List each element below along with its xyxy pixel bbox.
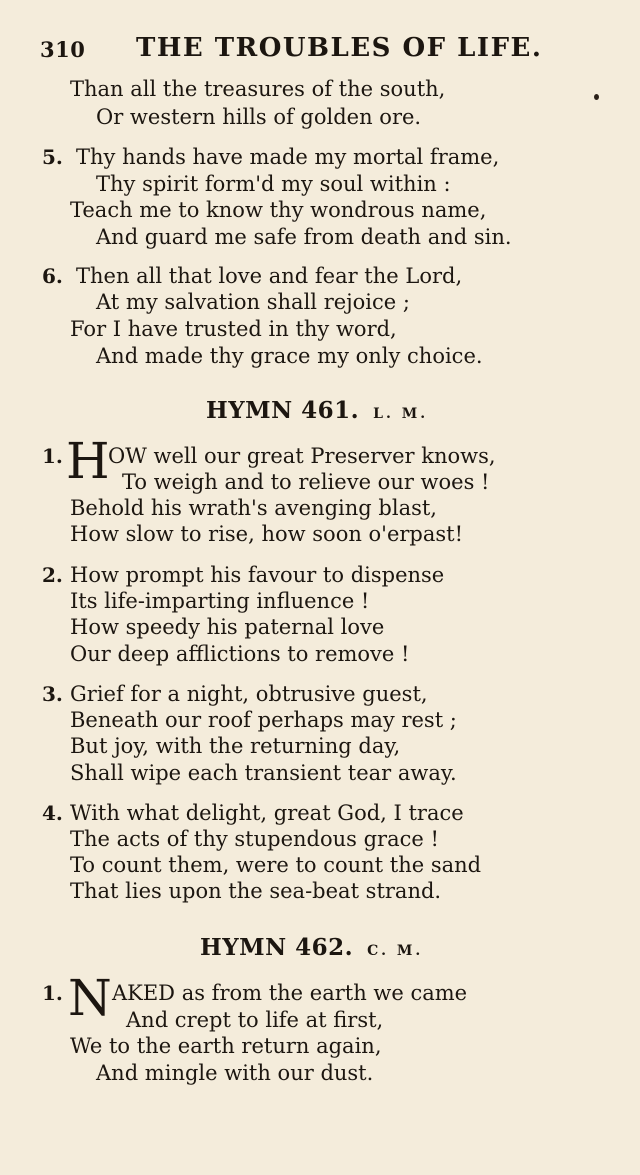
verse-line: That lies upon the sea-beat strand. xyxy=(70,879,442,903)
hymn-461-title xyxy=(206,397,428,424)
verse-line: How speedy his paternal love xyxy=(70,615,385,639)
verse-line: We to the earth return again, xyxy=(70,1034,382,1058)
verse-line: How prompt his favour to dispense xyxy=(70,563,445,587)
verse-line: Teach me to know thy wondrous name, xyxy=(70,198,487,222)
verse-line: With what delight, great God, I trace xyxy=(70,801,464,825)
running-title: THE TROUBLES OF LIFE. xyxy=(136,33,543,63)
hymn-meter: C. M. xyxy=(367,943,424,959)
verse-line: The acts of thy stupendous grace ! xyxy=(70,827,439,851)
hymn-title-text: HYMN 461. xyxy=(206,397,360,424)
verse-line: Than all the treasures of the south, xyxy=(70,77,446,101)
verse-line: To count them, were to count the sand xyxy=(70,853,482,877)
verse-line: AKED as from the earth we came xyxy=(112,981,468,1005)
stanza-number: 6. xyxy=(42,264,63,288)
drop-cap: H xyxy=(66,432,110,490)
verse-line: And crept to life at first, xyxy=(126,1008,384,1032)
stanza-number: 2. xyxy=(42,563,63,587)
verse-line: Beneath our roof perhaps may rest ; xyxy=(70,708,457,732)
drop-cap: N xyxy=(68,969,112,1027)
stanza-number: 1. xyxy=(42,981,63,1005)
verse-line: Thy hands have made my mortal frame, xyxy=(76,145,500,169)
verse-line: But joy, with the returning day, xyxy=(70,734,401,758)
verse-line: Shall wipe each transient tear away. xyxy=(70,761,457,785)
verse-line: At my salvation shall rejoice ; xyxy=(96,290,410,314)
stanza-number: 4. xyxy=(42,801,63,825)
running-head xyxy=(40,33,600,67)
stanza-number: 1. xyxy=(42,444,63,468)
verse-line: Thy spirit form'd my soul within : xyxy=(96,172,451,196)
hymn-title-text: HYMN 462. xyxy=(200,934,354,961)
hymn-meter: L. M. xyxy=(373,406,429,422)
verse-line: For I have trusted in thy word, xyxy=(70,317,397,341)
stanza-number: 3. xyxy=(42,682,63,706)
verse-line: And made thy grace my only choice. xyxy=(96,344,483,368)
stanza-number: 5. xyxy=(42,145,63,169)
verse-line: Its life-imparting influence ! xyxy=(70,589,370,613)
verse-line: Behold his wrath's avenging blast, xyxy=(70,496,437,520)
verse-line: To weigh and to relieve our woes ! xyxy=(122,470,490,494)
verse-line: And guard me safe from death and sin. xyxy=(96,225,512,249)
page-number: 310 xyxy=(40,37,86,62)
verse-line: Grief for a night, obtrusive guest, xyxy=(70,682,428,706)
verse-line: OW well our great Preserver knows, xyxy=(108,444,496,468)
verse-line: Or western hills of golden ore. xyxy=(96,105,422,129)
ink-speck xyxy=(594,94,599,100)
hymn-462-title xyxy=(200,934,423,961)
verse-line: And mingle with our dust. xyxy=(96,1061,374,1085)
verse-line: Our deep afflictions to remove ! xyxy=(70,642,410,666)
verse-line: Then all that love and fear the Lord, xyxy=(76,264,463,288)
verse-line: How slow to rise, how soon o'erpast! xyxy=(70,522,464,546)
